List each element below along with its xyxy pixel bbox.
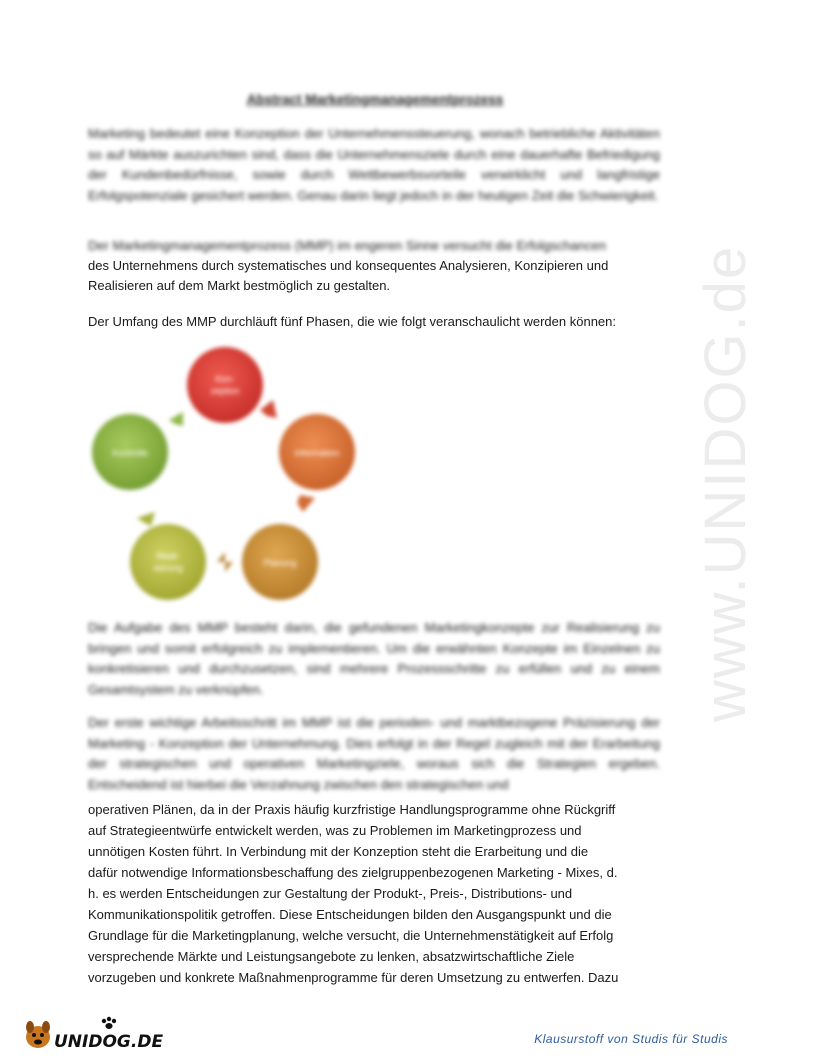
- node-realisierung-label-2: sierung: [153, 563, 183, 573]
- arrow-kontrolle-to-konzeption: [169, 412, 183, 426]
- paragraph-first-step-line: vorzugeben und konkrete Maßnahmenprogramme für deren Umsetzung zu entwerfen. Dazu: [88, 970, 619, 985]
- paragraph-mmp-task: Die Aufgabe des MMP besteht darin, die gefundenen Marketingkonzepte zur Realisierung zu bringen und somit erfolgreich zu implementieren. Um die erwähnten Konzepte im Einzelnen zu konkretisieren und durchzusetzen, sind mehrere Prozessschritte zu erfüllen und zu einem Gesamtsystem zu verknüpfen.: [88, 620, 660, 697]
- node-kontrolle: [92, 414, 168, 490]
- node-konzeption-label-2: zeption: [210, 386, 240, 396]
- paragraph-first-step-blurred: Der erste wichtige Arbeitsschritt im MMP ist die perioden- und marktbezogene Präzisierung der Marketing - Konzeption der Unternehmung. Dies erfolgt in der Regel zugleich mit der Erarbeitung der strategischen und operativen Marketingziele, woraus sich die Strategien ergeben. Entscheidend ist hierbei die Verzahnung zwischen den strategischen und: [88, 715, 660, 792]
- footer-logo-text: UNIDOG.DE: [54, 1032, 164, 1052]
- arrow-information-to-planung: [297, 495, 315, 512]
- arrow-planung-to-realisierung: [217, 552, 233, 572]
- watermark-text: www.UNIDOG.de: [693, 244, 758, 722]
- paragraph-first-step-line: dafür notwendige Informationsbeschaffung des zielgruppenbezogenen Marketing - Mixes, d.: [88, 865, 618, 880]
- node-realisierung: [130, 524, 206, 600]
- node-planung-label: Planung: [263, 558, 297, 568]
- phase-cycle-diagram: [85, 340, 375, 610]
- paragraph-first-step-line: Kommunikationspolitik getroffen. Diese Entscheidungen bilden den Ausgangspunkt und die: [88, 907, 612, 922]
- node-konzeption-label-1: Kon-: [215, 374, 235, 384]
- paragraph-intro: Marketing bedeutet eine Konzeption der Unternehmenssteuerung, wonach betriebliche Aktivitäten so auf Märkte auszurichten sind, dass die Unternehmensziele durch eine dauerhafte Befriedigung der Kundenbedürfnisse, sowie durch Wettbewerbsvorteile verwirklicht und langfristige Erfolgspotenziale gesichert werden. Genau darin liegt jedoch in der heutigen Zeit die Schwierigkeit.: [88, 126, 660, 203]
- node-planung: [242, 524, 318, 600]
- paragraph-mmp-definition-line2: des Unternehmens durch systematisches und konsequentes Analysieren, Konzipieren und: [88, 258, 609, 273]
- node-information-label: Information: [294, 448, 340, 458]
- paragraph-first-step-line: h. es werden Entscheidungen zur Gestaltung der Produkt-, Preis-, Distributions- und: [88, 886, 573, 901]
- footer-logo: [20, 1015, 164, 1055]
- paragraph-first-step-line: auf Strategieentwürfe entwickelt werden, was zu Problemen im Marketingprozess und: [88, 823, 582, 838]
- node-realisierung-label-1: Reali-: [156, 551, 180, 561]
- footer-tagline: Klausurstoff von Studis für Studis: [534, 1032, 728, 1046]
- node-information: [279, 414, 355, 490]
- paragraph-mmp-definition-line3: Realisieren auf dem Markt bestmöglich zu gestalten.: [88, 278, 391, 293]
- arrow-konzeption-to-information: [260, 400, 277, 418]
- node-konzeption: [187, 347, 263, 423]
- paragraph-phases-intro: Der Umfang des MMP durchläuft fünf Phasen, die wie folgt veranschaulicht werden können:: [88, 314, 616, 329]
- paw-icon: [102, 1017, 116, 1029]
- page-title: Abstract Marketingmanagementprozess: [246, 92, 504, 107]
- paragraph-first-step-line: unnötigen Kosten führt. In Verbindung mit der Konzeption steht die Erarbeitung und die: [88, 844, 589, 859]
- paragraph-first-step-line: Grundlage für die Marketingplanung, welche versucht, die Unternehmenstätigkeit auf Erfolg: [88, 928, 614, 943]
- node-kontrolle-label: Kontrolle: [112, 448, 148, 458]
- paragraph-first-step-line: operativen Plänen, da in der Praxis häufig kurzfristige Handlungsprogramme ohne Rückgriff: [88, 802, 616, 817]
- arrow-realisierung-to-kontrolle: [137, 512, 155, 526]
- paragraph-mmp-definition-blurred: Der Marketingmanagementprozess (MMP) im engeren Sinne versucht die Erfolgschancen: [88, 238, 607, 253]
- dog-mascot-icon: [26, 1021, 50, 1048]
- paragraph-first-step-line: versprechende Märkte und Leistungsangebote zu lenken, absatzwirtschaftliche Ziele: [88, 949, 575, 964]
